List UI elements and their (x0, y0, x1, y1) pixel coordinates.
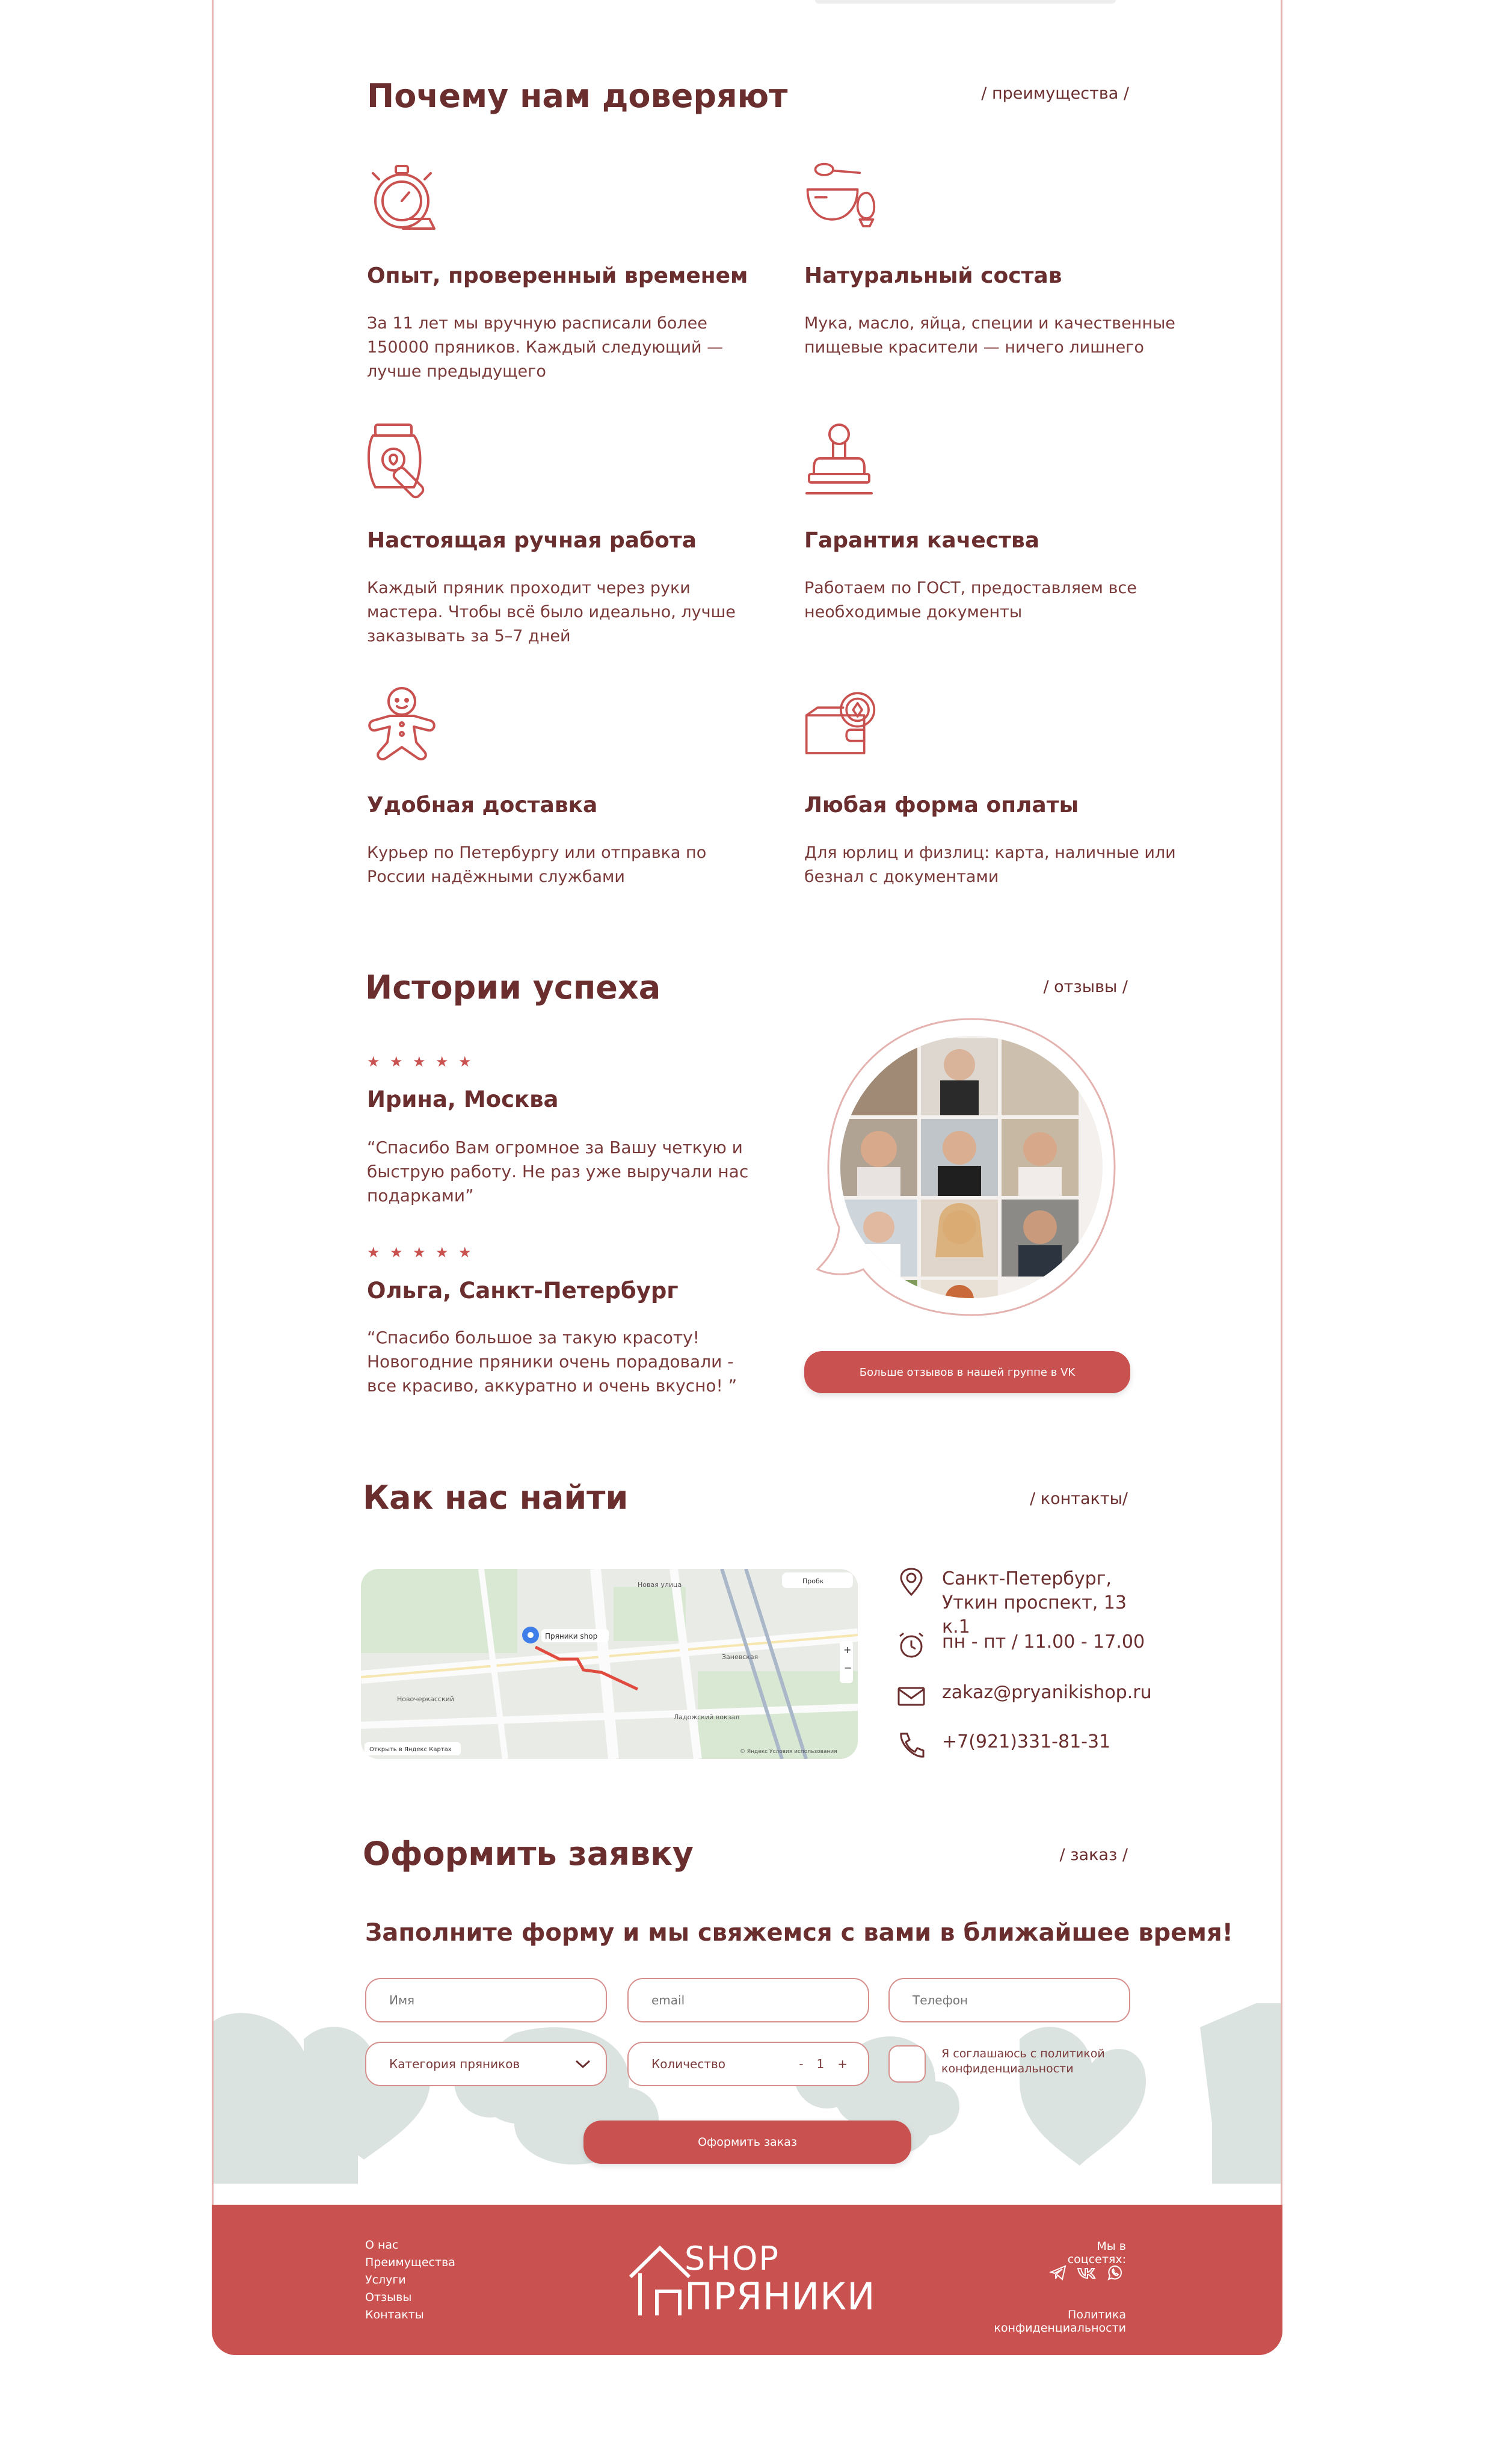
feature-text: Для юрлиц и физлиц: карта, наличные или безнал с документами (804, 843, 1176, 886)
feature-text: Работаем по ГОСТ, предоставляем все необходимые документы (804, 579, 1137, 621)
contact-address: Санкт-Петербург, Уткин проспект, 13 к.1 (896, 1567, 1134, 1639)
footer-privacy-policy-link[interactable]: Политика конфиденциальности (994, 2308, 1126, 2335)
section-title-order: Оформить заявку (363, 1835, 694, 1873)
contact-email[interactable]: zakaz@pryanikishop.ru (896, 1681, 1152, 1711)
star-icon: ★ (436, 1053, 449, 1070)
footer-link-services[interactable]: Услуги (365, 2273, 406, 2287)
feature-title: Любая форма оплаты (804, 793, 1079, 818)
submit-order-button[interactable]: Оформить заказ (583, 2121, 911, 2164)
top-handle (815, 0, 1116, 4)
chevron-down-icon (574, 2059, 591, 2069)
section-tag-contacts: / контакты/ (1030, 1489, 1128, 1508)
feature-text: Каждый пряник проходит через руки мастера. Чтобы всё было идеально, лучше заказывать за 5–7 дней (367, 579, 736, 645)
reviews-photo-bubble (797, 1017, 1116, 1329)
star-icon: ★ (367, 1244, 380, 1261)
gingerbread-man-icon (367, 685, 439, 763)
footer-link-advantages[interactable]: Преимущества (365, 2256, 455, 2269)
section-title-why: Почему нам доверяют (367, 77, 788, 115)
map-canvas[interactable] (361, 1569, 858, 1759)
footer-logo[interactable] (627, 2240, 879, 2324)
rating-stars (367, 1244, 472, 1261)
bowl-egg-icon (804, 158, 876, 236)
feature-title: Натуральный состав (804, 263, 1062, 288)
feature-text: За 11 лет мы вручную расписали более 150000 пряников. Каждый следующий — лучше предыдущего (367, 314, 724, 381)
star-icon: ★ (458, 1053, 472, 1070)
name-field[interactable] (365, 1978, 607, 2022)
section-tag-order: / заказ / (1059, 1846, 1128, 1864)
map-open-link[interactable]: Открыть в Яндекс Картах (369, 1746, 452, 1753)
name-input[interactable] (389, 1993, 606, 2007)
feature-title: Гарантия качества (804, 528, 1040, 553)
alarm-clock-icon (896, 1630, 926, 1660)
quantity-minus-button[interactable]: - (799, 2057, 804, 2071)
jar-rolling-pin-icon (367, 421, 439, 499)
vk-icon[interactable] (1077, 2264, 1096, 2282)
mail-icon (896, 1681, 926, 1711)
social-label: Мы в соцсетях: (1067, 2240, 1126, 2266)
phone-field[interactable] (888, 1978, 1130, 2022)
contact-hours: пн - пт / 11.00 - 17.00 (896, 1630, 1145, 1660)
footer-link-about[interactable]: О нас (365, 2238, 399, 2252)
feature-title: Опыт, проверенный временем (367, 263, 748, 288)
footer (212, 2205, 1282, 2355)
section-title-contacts: Как нас найти (363, 1479, 629, 1517)
house-logo-icon (627, 2240, 693, 2318)
stamp-icon (804, 421, 876, 499)
page-frame (212, 0, 1282, 2353)
stopwatch-icon (367, 158, 439, 236)
star-icon: ★ (458, 1244, 472, 1261)
map-zoom-out-button[interactable]: − (844, 1662, 852, 1674)
category-label: Категория пряников (389, 2057, 520, 2071)
consent-checkbox[interactable] (888, 2045, 926, 2083)
quantity-label: Количество (651, 2057, 726, 2071)
star-icon: ★ (413, 1244, 426, 1261)
quantity-plus-button[interactable]: + (837, 2057, 848, 2071)
map-copyright: © Яндекс Условия использования (740, 1749, 837, 1755)
quantity-stepper[interactable] (627, 2042, 869, 2086)
phone-icon (896, 1730, 926, 1760)
map-traffic-button[interactable]: Пробк (802, 1577, 824, 1585)
whatsapp-icon[interactable] (1106, 2264, 1124, 2282)
wallet-coin-icon (804, 685, 876, 763)
contact-phone[interactable]: +7(921)331-81-31 (896, 1730, 1110, 1760)
logo-shop-text: SHOP (685, 2240, 780, 2278)
review-text: “Спасибо Вам огромное за Вашу четкую и быструю работу. Не раз уже выручали нас подарками” (367, 1138, 749, 1206)
review-author: Ирина, Москва (367, 1086, 559, 1112)
star-icon: ★ (413, 1053, 426, 1070)
star-icon: ★ (390, 1244, 403, 1261)
feature-text: Курьер по Петербургу или отправка по России надёжными службами (367, 843, 707, 886)
map-street-label: Новочеркасский (397, 1695, 454, 1703)
star-icon: ★ (436, 1244, 449, 1261)
map-marker-label: Пряники shop (545, 1632, 598, 1640)
map-zoom-in-button[interactable]: + (843, 1644, 852, 1656)
star-icon: ★ (390, 1053, 403, 1070)
rating-stars (367, 1053, 472, 1070)
category-select[interactable] (365, 2042, 607, 2086)
email-field[interactable] (627, 1978, 869, 2022)
review-author: Ольга, Санкт-Петербург (367, 1278, 679, 1304)
email-input[interactable] (651, 1993, 868, 2007)
location-pin-icon (896, 1567, 926, 1597)
section-tag-advantages: / преимущества / (981, 84, 1129, 103)
consent-label: Я соглашаюсь с политикой конфиденциальности (941, 2047, 1105, 2075)
map-street-label: Заневская (722, 1653, 759, 1661)
form-subtitle: Заполните форму и мы свяжемся с вами в ближайшее время! (365, 1919, 1233, 1947)
logo-pryaniki-text: ПРЯНИКИ (685, 2275, 876, 2318)
map-street-label: Новая улица (638, 1581, 682, 1589)
vk-reviews-button[interactable]: Больше отзывов в нашей группе в VK (804, 1351, 1130, 1393)
footer-link-contacts[interactable]: Контакты (365, 2308, 424, 2321)
quantity-value: 1 (816, 2057, 825, 2071)
phone-input[interactable] (913, 1993, 1129, 2007)
section-title-reviews: Истории успеха (365, 969, 661, 1006)
map-widget[interactable] (361, 1569, 858, 1759)
feature-title: Настоящая ручная работа (367, 528, 697, 553)
review-text: “Спасибо большое за такую красоту! Новогодние пряники очень порадовали - все красиво, аккуратно и очень вкусно! ” (367, 1328, 737, 1396)
feature-text: Мука, масло, яйца, специи и качественные пищевые красители — ничего лишнего (804, 314, 1175, 357)
telegram-icon[interactable] (1049, 2264, 1067, 2282)
star-icon: ★ (367, 1053, 380, 1070)
map-street-label: Ладожский вокзал (674, 1713, 740, 1721)
feature-title: Удобная доставка (367, 793, 598, 818)
section-tag-reviews: / отзывы / (1043, 978, 1128, 996)
footer-link-reviews[interactable]: Отзывы (365, 2291, 412, 2304)
